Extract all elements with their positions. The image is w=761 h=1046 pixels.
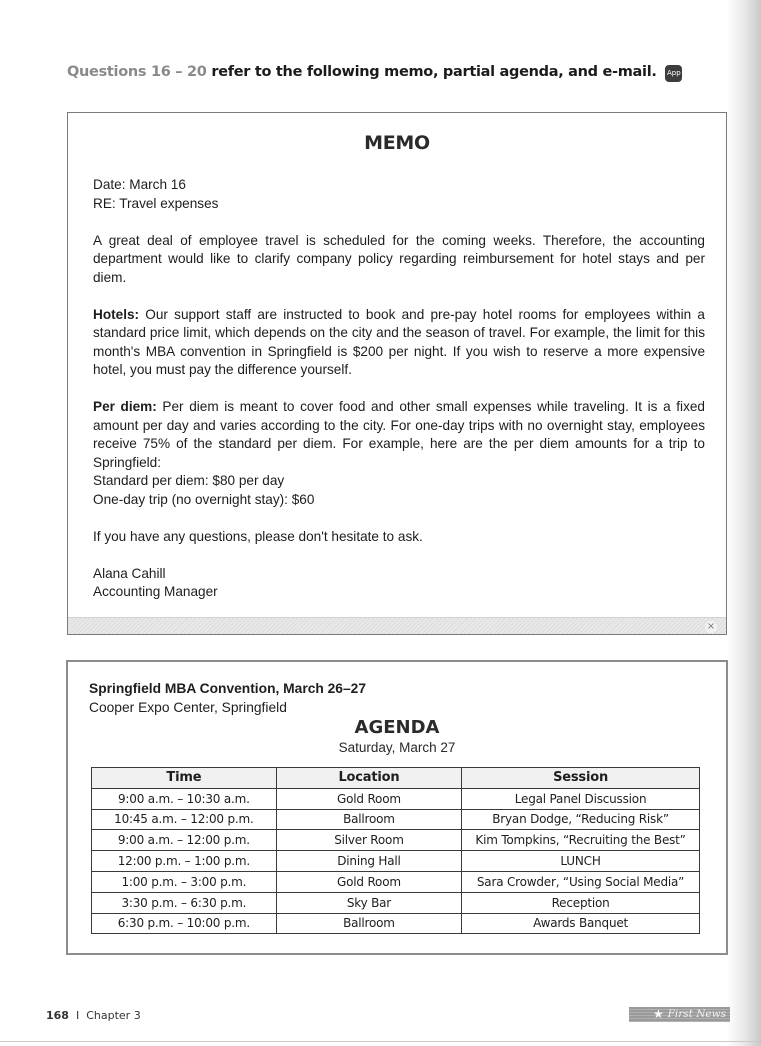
agenda-table: [91, 767, 700, 934]
cell-location: Gold Room: [276, 788, 461, 809]
memo-body: [93, 176, 705, 602]
page-footer: [46, 1009, 141, 1022]
table-row: [92, 809, 700, 830]
memo-perdiem-paragraph: [93, 398, 705, 472]
column-header-time: Time: [92, 768, 277, 789]
table-row: [92, 892, 700, 913]
cell-location: Ballroom: [276, 913, 461, 934]
perdiem-text: Per diem is meant to cover food and other small expenses while traveling. It is a fixed amount per day and varies according to the city. For one-day trips with no overnight stay, employees receive 75% of the standard per diem. For example, here are the per diem amounts for a trip to Springfield:: [93, 399, 705, 470]
agenda-header-row: [92, 768, 700, 789]
page-edge-shadow: [727, 0, 761, 1046]
column-header-location: Location: [276, 768, 461, 789]
questions-header: [67, 64, 682, 82]
cell-time: 6:30 p.m. – 10:00 p.m.: [92, 913, 277, 934]
memo-subject: RE: Travel expenses: [93, 195, 219, 211]
column-header-session: Session: [462, 768, 700, 789]
cell-session: Awards Banquet: [462, 913, 700, 934]
cell-location: Sky Bar: [276, 892, 461, 913]
cell-session: Kim Tompkins, “Recruiting the Best”: [462, 830, 700, 851]
memo-hotels-paragraph: [93, 306, 705, 380]
cell-session: Sara Crowder, “Using Social Media”: [462, 871, 700, 892]
cell-location: Silver Room: [276, 830, 461, 851]
chapter-label: Chapter 3: [86, 1009, 141, 1022]
cell-location: Gold Room: [276, 871, 461, 892]
question-instruction: refer to the following memo, partial agenda, and e-mail.: [206, 64, 657, 80]
hotels-text: Our support staff are instructed to book and pre-pay hotel rooms for employees within a standard price limit, which depends on the city and the season of travel. For example, the limit for this month's MBA convention in Springfield is $200 per night. If you wish to reserve a more expensive hotel, you must pay the difference yourself.: [93, 306, 705, 377]
convention-venue: Cooper Expo Center, Springfield: [89, 700, 287, 715]
memo-title: MEMO: [364, 132, 430, 154]
brand-logo: [629, 1007, 730, 1022]
bottom-divider: [0, 1041, 761, 1042]
footer-separator: I: [75, 1009, 80, 1022]
cell-time: 1:00 p.m. – 3:00 p.m.: [92, 871, 277, 892]
table-row: [92, 830, 700, 851]
memo-panel: [67, 112, 727, 635]
star-icon: ★: [653, 1007, 664, 1021]
memo-date: Date: March 16: [93, 177, 186, 192]
cell-session: Legal Panel Discussion: [462, 788, 700, 809]
hotels-label: Hotels:: [93, 306, 140, 322]
perdiem-oneday: One-day trip (no overnight stay): $60: [93, 491, 315, 507]
table-row: [92, 871, 700, 892]
agenda-date: Saturday, March 27: [338, 740, 456, 755]
signature-title: Accounting Manager: [93, 584, 218, 599]
app-icon[interactable]: App: [665, 65, 682, 82]
cell-time: 12:00 p.m. – 1:00 p.m.: [92, 851, 277, 872]
cell-time: 3:30 p.m. – 6:30 p.m.: [92, 892, 277, 913]
question-range: Questions 16 – 20: [67, 64, 207, 80]
convention-title: Springfield MBA Convention, March 26–27: [89, 681, 367, 696]
cell-session: Reception: [462, 892, 700, 913]
cell-time: 9:00 a.m. – 10:30 a.m.: [92, 788, 277, 809]
cell-location: Dining Hall: [276, 851, 461, 872]
cell-location: Ballroom: [276, 809, 461, 830]
page-number: 168: [46, 1009, 69, 1022]
cell-session: Bryan Dodge, “Reducing Risk”: [462, 809, 700, 830]
perdiem-standard: Standard per diem: $80 per day: [93, 473, 285, 488]
table-row: [92, 913, 700, 934]
cell-time: 10:45 a.m. – 12:00 p.m.: [92, 809, 277, 830]
signature-name: Alana Cahill: [93, 565, 166, 581]
table-row: [92, 788, 700, 809]
brand-name: First News: [667, 1008, 726, 1020]
agenda-panel: [66, 660, 728, 955]
memo-footer-bar: [68, 617, 726, 634]
cell-time: 9:00 a.m. – 12:00 p.m.: [92, 830, 277, 851]
close-icon[interactable]: ×: [706, 621, 716, 632]
cell-session: LUNCH: [462, 851, 700, 872]
memo-closing: If you have any questions, please don't hesitate to ask.: [93, 528, 423, 544]
agenda-title: AGENDA: [354, 717, 440, 738]
memo-intro: A great deal of employee travel is scheduled for the coming weeks. Therefore, the accounting department would like to clarify company policy regarding reimbursement for hotel stays and per diem.: [93, 232, 705, 285]
perdiem-label: Per diem:: [93, 399, 157, 414]
table-row: [92, 851, 700, 872]
